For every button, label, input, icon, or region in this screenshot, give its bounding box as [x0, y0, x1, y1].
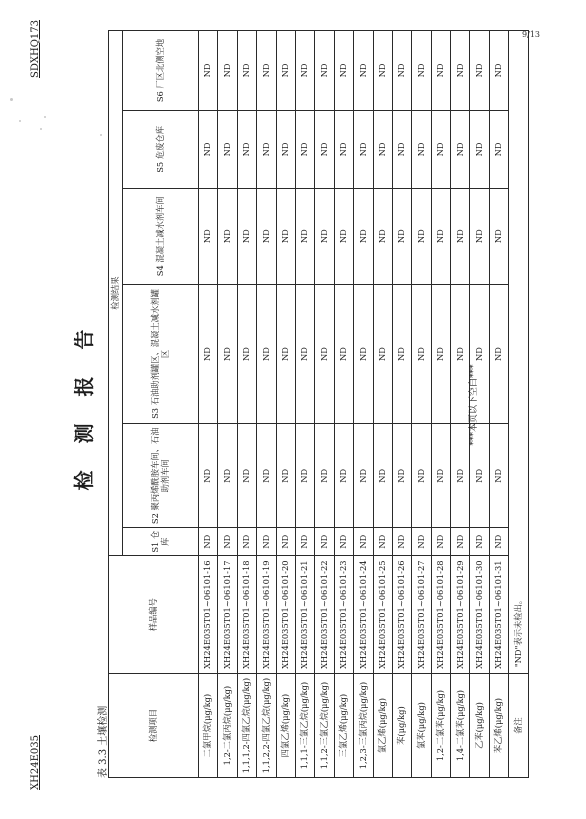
result-cell: ND: [470, 424, 489, 528]
result-cell: ND: [412, 188, 431, 284]
result-cell: ND: [354, 31, 373, 111]
test-item-cell: 氯乙烯(μg/kg): [373, 674, 392, 778]
result-cell: ND: [257, 188, 276, 284]
result-cell: ND: [392, 528, 411, 556]
table-row: [315, 31, 334, 778]
result-cell: ND: [451, 110, 470, 188]
result-cell: ND: [470, 284, 489, 424]
document-code: SDXHQ173: [30, 20, 41, 78]
table-row: [237, 31, 256, 778]
result-cell: ND: [470, 528, 489, 556]
table-row: [295, 31, 314, 778]
result-cell: ND: [451, 284, 470, 424]
header-sample-number: 样品编号: [109, 556, 199, 674]
result-cell: ND: [392, 31, 411, 111]
sample-number-cell: XH24E035T01~06101-16: [199, 556, 218, 674]
result-cell: ND: [199, 31, 218, 111]
result-cell: ND: [334, 188, 353, 284]
result-cell: ND: [392, 110, 411, 188]
sample-number-cell: XH24E035T01~06101-22: [315, 556, 334, 674]
sample-number-cell: XH24E035T01~06101-31: [489, 556, 508, 674]
result-cell: ND: [412, 424, 431, 528]
header-site-5: S5 危废仓库: [123, 110, 199, 188]
result-cell: ND: [237, 284, 256, 424]
result-cell: ND: [373, 31, 392, 111]
test-item-cell: 二氯甲烷(μg/kg): [199, 674, 218, 778]
result-cell: ND: [489, 284, 508, 424]
result-cell: ND: [276, 31, 295, 111]
result-cell: ND: [451, 188, 470, 284]
result-cell: ND: [315, 424, 334, 528]
result-cell: ND: [373, 424, 392, 528]
result-cell: ND: [257, 31, 276, 111]
result-cell: ND: [373, 528, 392, 556]
result-cell: ND: [373, 188, 392, 284]
report-title: 检 测 报 告: [72, 319, 96, 491]
result-cell: ND: [237, 110, 256, 188]
result-cell: ND: [199, 424, 218, 528]
test-item-cell: 1,4-二氯苯(μg/kg): [451, 674, 470, 778]
result-cell: ND: [334, 31, 353, 111]
header-test-item: 检测项目: [109, 674, 199, 778]
result-cell: ND: [315, 110, 334, 188]
result-cell: ND: [392, 284, 411, 424]
result-cell: ND: [451, 528, 470, 556]
result-cell: ND: [237, 424, 256, 528]
result-cell: ND: [334, 110, 353, 188]
result-cell: ND: [199, 110, 218, 188]
header-site-6: S6 厂区北侧空地: [123, 31, 199, 111]
result-cell: ND: [218, 528, 237, 556]
result-cell: ND: [237, 188, 256, 284]
table-row: [412, 31, 431, 778]
test-item-cell: 三氯乙烯(μg/kg): [334, 674, 353, 778]
result-cell: ND: [412, 110, 431, 188]
sample-number-cell: XH24E035T01~06101-19: [257, 556, 276, 674]
test-item-cell: 乙苯(μg/kg): [470, 674, 489, 778]
result-cell: ND: [199, 284, 218, 424]
result-cell: ND: [295, 528, 314, 556]
header-site-4: S4 混凝土减水剂车间: [123, 188, 199, 284]
result-cell: ND: [295, 424, 314, 528]
result-cell: ND: [276, 284, 295, 424]
test-item-cell: 1,1,1,2-四氯乙烷(μg/kg): [237, 674, 256, 778]
result-cell: ND: [257, 110, 276, 188]
result-cell: ND: [315, 31, 334, 111]
test-item-cell: 苯乙烯(μg/kg): [489, 674, 508, 778]
result-cell: ND: [276, 188, 295, 284]
sample-number-cell: XH24E035T01~06101-26: [392, 556, 411, 674]
result-cell: ND: [412, 528, 431, 556]
result-cell: ND: [431, 528, 450, 556]
sample-number-cell: XH24E035T01~06101-29: [451, 556, 470, 674]
sample-number-cell: XH24E035T01~06101-18: [237, 556, 256, 674]
page-number: 9/13: [522, 30, 540, 39]
test-item-cell: 氯苯(μg/kg): [412, 674, 431, 778]
remarks-row: [509, 31, 528, 778]
result-cell: ND: [431, 188, 450, 284]
result-cell: ND: [412, 31, 431, 111]
result-cell: ND: [218, 188, 237, 284]
sample-number-cell: XH24E035T01~06101-20: [276, 556, 295, 674]
table-row: [489, 31, 508, 778]
table-row: [257, 31, 276, 778]
result-cell: ND: [354, 284, 373, 424]
result-cell: ND: [218, 284, 237, 424]
remarks-label: 备注: [509, 674, 528, 778]
result-cell: ND: [489, 424, 508, 528]
scan-speck: [10, 98, 13, 101]
result-cell: ND: [431, 284, 450, 424]
result-cell: ND: [315, 188, 334, 284]
result-cell: ND: [218, 110, 237, 188]
table-row: [218, 31, 237, 778]
table-row: [354, 31, 373, 778]
table-row: [373, 31, 392, 778]
test-item-cell: 1,2-二氯丙烷(μg/kg): [218, 674, 237, 778]
header-site-3: S3 石油助剂罐区、混凝土减水剂罐区: [123, 284, 199, 424]
result-cell: ND: [295, 284, 314, 424]
result-cell: ND: [295, 188, 314, 284]
result-cell: ND: [354, 424, 373, 528]
result-cell: ND: [412, 284, 431, 424]
sample-number-cell: XH24E035T01~06101-28: [431, 556, 450, 674]
test-item-cell: 四氯乙烯(μg/kg): [276, 674, 295, 778]
result-cell: ND: [489, 110, 508, 188]
result-cell: ND: [470, 31, 489, 111]
result-cell: ND: [257, 424, 276, 528]
table-caption: 表 3.3 土壤检测: [98, 705, 109, 778]
sample-number-cell: XH24E035T01~06101-30: [470, 556, 489, 674]
result-cell: ND: [199, 528, 218, 556]
result-cell: ND: [489, 188, 508, 284]
result-cell: ND: [354, 188, 373, 284]
result-cell: ND: [334, 284, 353, 424]
sample-number-cell: XH24E035T01~06101-17: [218, 556, 237, 674]
header-results: 检测结果: [109, 31, 123, 556]
result-cell: ND: [315, 528, 334, 556]
result-cell: ND: [237, 528, 256, 556]
sample-number-cell: XH24E035T01~06101-25: [373, 556, 392, 674]
scan-speck: [19, 120, 21, 122]
test-item-cell: 1,1,1-三氯乙烷(μg/kg): [295, 674, 314, 778]
test-item-cell: 1,2-二氯苯(μg/kg): [431, 674, 450, 778]
result-cell: ND: [334, 424, 353, 528]
test-item-cell: 苯(μg/kg): [392, 674, 411, 778]
result-cell: ND: [470, 110, 489, 188]
rotated-report-sheet: [30, 20, 550, 790]
result-cell: ND: [451, 424, 470, 528]
result-cell: ND: [315, 284, 334, 424]
remarks-text: "ND"表示未检出。: [509, 31, 528, 674]
result-cell: ND: [354, 528, 373, 556]
sample-number-cell: XH24E035T01~06101-24: [354, 556, 373, 674]
result-cell: ND: [392, 424, 411, 528]
result-cell: ND: [276, 528, 295, 556]
result-cell: ND: [489, 528, 508, 556]
result-cell: ND: [354, 110, 373, 188]
result-cell: ND: [257, 284, 276, 424]
result-cell: ND: [431, 424, 450, 528]
end-of-page-note: ***本页以下空白***: [469, 364, 479, 446]
result-cell: ND: [295, 110, 314, 188]
result-cell: ND: [257, 528, 276, 556]
table-row: [392, 31, 411, 778]
result-cell: ND: [431, 110, 450, 188]
test-item-cell: 1,1,2-三氯乙烷(μg/kg): [315, 674, 334, 778]
result-cell: ND: [470, 188, 489, 284]
sample-number-cell: XH24E035T01~06101-21: [295, 556, 314, 674]
result-cell: ND: [276, 110, 295, 188]
result-cell: ND: [431, 31, 450, 111]
result-cell: ND: [199, 188, 218, 284]
result-cell: ND: [218, 424, 237, 528]
test-item-cell: 1,2,3-三氯丙烷(μg/kg): [354, 674, 373, 778]
result-cell: ND: [218, 31, 237, 111]
result-cell: ND: [451, 31, 470, 111]
result-cell: ND: [276, 424, 295, 528]
result-cell: ND: [373, 284, 392, 424]
result-cell: ND: [295, 31, 314, 111]
sample-number-cell: XH24E035T01~06101-27: [412, 556, 431, 674]
table-row: [431, 31, 450, 778]
result-cell: ND: [392, 188, 411, 284]
result-cell: ND: [237, 31, 256, 111]
report-code: XH24E035: [30, 735, 41, 790]
header-site-2: S2 聚丙烯酰胺车间、石油助剂车间: [123, 424, 199, 528]
test-item-cell: 1,1,2,2-四氯乙烷(μg/kg): [257, 674, 276, 778]
table-row: [334, 31, 353, 778]
result-cell: ND: [373, 110, 392, 188]
result-cell: ND: [489, 31, 508, 111]
table-row: [199, 31, 218, 778]
sample-number-cell: XH24E035T01~06101-23: [334, 556, 353, 674]
result-cell: ND: [334, 528, 353, 556]
table-row: [276, 31, 295, 778]
header-site-1: S1 仓库: [123, 528, 199, 556]
